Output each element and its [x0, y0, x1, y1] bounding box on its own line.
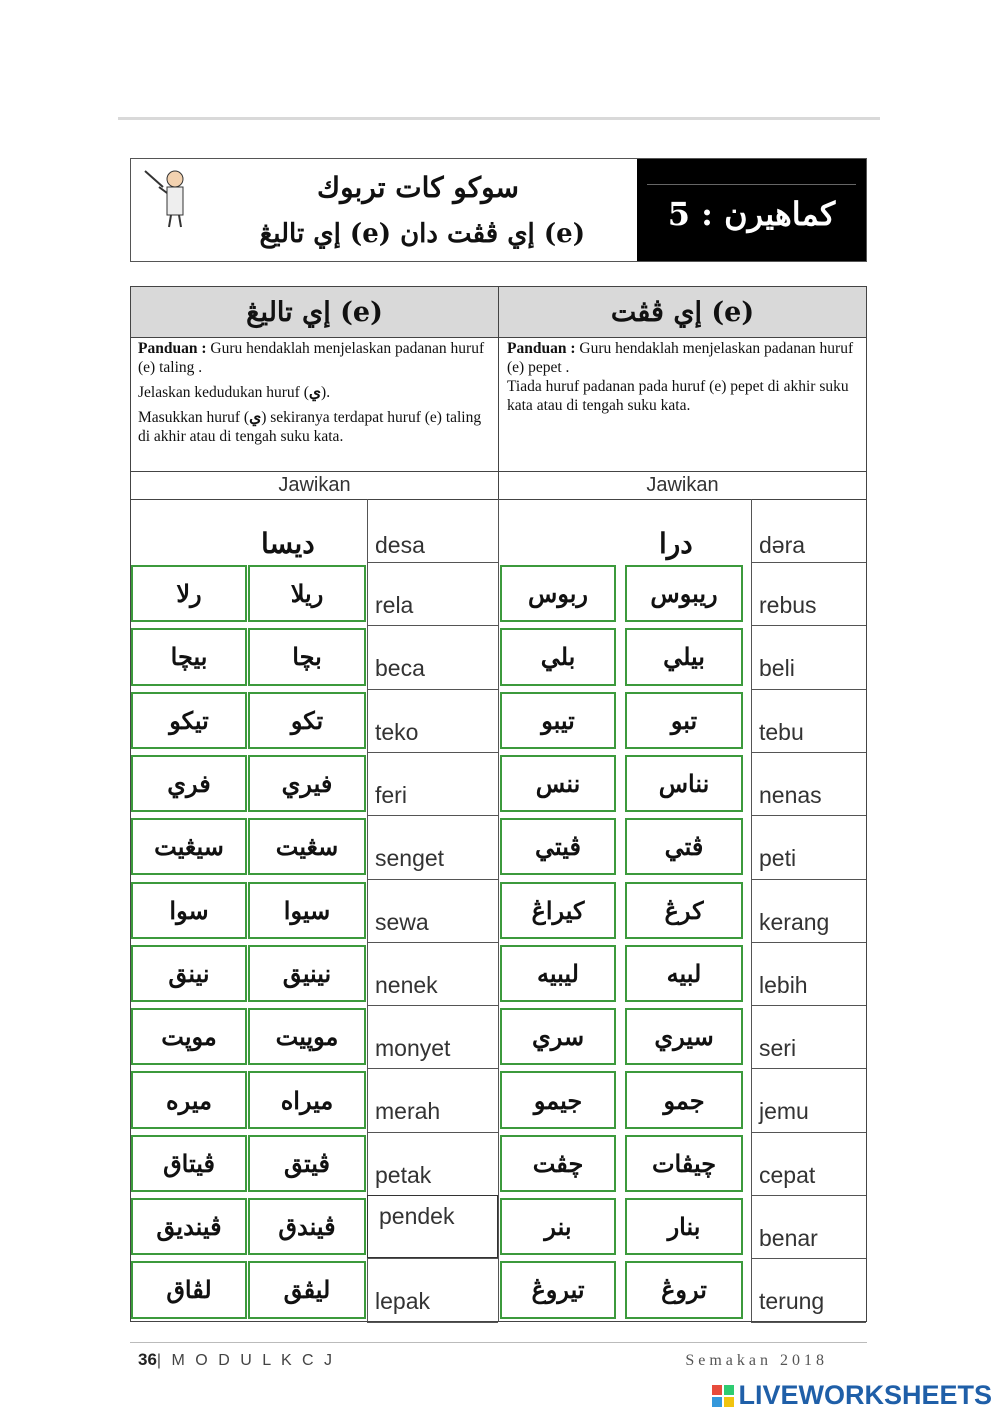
right-rumi-word-2: beli — [759, 655, 795, 682]
left-rumi-word-4: feri — [375, 781, 407, 808]
right-row-rule-2 — [751, 689, 866, 690]
left-option-a-6[interactable]: سوا — [131, 882, 247, 939]
left-rumi-word-11: pendek — [379, 1203, 455, 1229]
right-example-jawi: درا — [659, 527, 693, 560]
right-option-a-4[interactable]: ننس — [500, 755, 616, 812]
left-option-b-3[interactable]: تكو — [248, 692, 366, 749]
right-rumi-word-10: cepat — [759, 1161, 816, 1188]
left-example-rumi: desa — [375, 532, 425, 558]
left-option-b-7[interactable]: نينيق — [248, 945, 366, 1002]
footer-revision: Semakan 2018 — [685, 1352, 828, 1369]
guide-left — [138, 339, 494, 471]
right-option-b-12[interactable]: تروڠ — [625, 1261, 743, 1318]
left-option-b-9[interactable]: ميراه — [248, 1071, 366, 1128]
left-option-a-7[interactable]: نينق — [131, 945, 247, 1002]
right-option-a-6[interactable]: كيراڠ — [500, 882, 616, 939]
answer-grid — [131, 499, 866, 1321]
left-option-b-12[interactable]: ليڤق — [248, 1261, 366, 1318]
right-example-rule — [751, 562, 866, 563]
guide-left-p1: Guru hendaklah menjelaskan padanan huruf (e) taling . — [138, 340, 485, 376]
left-option-b-4[interactable]: فيري — [248, 755, 366, 812]
right-option-a-1[interactable]: ربوس — [500, 565, 616, 622]
left-option-b-2[interactable]: بچا — [248, 628, 366, 685]
right-row-rule-6 — [751, 942, 866, 943]
teacher-mascot-icon — [139, 165, 199, 229]
left-row-rule-8 — [367, 1068, 498, 1069]
left-rumi-word-3: teko — [375, 718, 419, 745]
left-row-rule-6 — [367, 942, 498, 943]
right-option-a-3[interactable]: تيبو — [500, 692, 616, 749]
right-option-b-1[interactable]: ريبوس — [625, 565, 743, 622]
brand-name: LIVEWORKSHEETS — [738, 1380, 992, 1410]
left-row-rule-12 — [367, 1322, 498, 1323]
right-row-rule-8 — [751, 1068, 866, 1069]
right-option-a-2[interactable]: بلي — [500, 628, 616, 685]
left-option-b-5[interactable]: سڠيت — [248, 818, 366, 875]
left-option-b-11[interactable]: ڤيندق — [248, 1198, 366, 1255]
guide-right — [507, 339, 861, 471]
left-option-a-9[interactable]: ميره — [131, 1071, 247, 1128]
title-banner — [130, 158, 867, 262]
module-name: | M O D U L K C J — [156, 1352, 336, 1369]
right-row-rule-5 — [751, 879, 866, 880]
lesson-badge — [637, 159, 866, 261]
right-option-a-5[interactable]: ڤيتي — [500, 818, 616, 875]
right-option-b-5[interactable]: ڤتي — [625, 818, 743, 875]
right-option-b-9[interactable]: جمو — [625, 1071, 743, 1128]
guide-right-p2: Tiada huruf padanan pada huruf (e) pepet di akhir suku kata atau di tengah suku kata. — [507, 378, 849, 414]
guide-right-p1: Guru hendaklah menjelaskan padanan huruf (e) pepet . — [507, 340, 854, 376]
banner-title-line2: (e) إي ڤڤت دان (e) إي تاليڠ — [259, 219, 585, 249]
header-e-pepet: (e) إي ڤڤت — [610, 296, 755, 328]
left-option-a-10[interactable]: ڤيتاق — [131, 1135, 247, 1192]
guide-left-p3b: ) sekiranya terdapat huruf (e) taling di akhir atau di tengah suku kata. — [138, 409, 482, 445]
right-row-rule-4 — [751, 815, 866, 816]
right-rumi-word-6: kerang — [759, 908, 830, 935]
left-rumi-word-7: nenek — [375, 971, 438, 998]
left-option-a-8[interactable]: موڽت — [131, 1008, 247, 1065]
top-divider — [118, 117, 880, 120]
left-rumi-word-8: monyet — [375, 1035, 451, 1062]
left-row-rule-7 — [367, 1005, 498, 1006]
pendek-answer-box[interactable] — [367, 1195, 498, 1258]
right-row-rule-7 — [751, 1005, 866, 1006]
right-option-b-7[interactable]: لبيه — [625, 945, 743, 1002]
left-option-b-8[interactable]: موڽيت — [248, 1008, 366, 1065]
left-option-a-5[interactable]: سيڠيت — [131, 818, 247, 875]
right-rumi-word-7: lebih — [759, 971, 808, 998]
right-option-a-10[interactable]: چڤت — [500, 1135, 616, 1192]
right-example-rumi: dǝra — [759, 532, 806, 558]
lesson-label: كماهيرن : 5 — [667, 195, 836, 233]
left-rumi-word-2: beca — [375, 655, 425, 682]
right-option-a-8[interactable]: سري — [500, 1008, 616, 1065]
footer-module — [138, 1350, 335, 1370]
left-row-rule-11 — [367, 1258, 498, 1259]
right-rumi-word-11: benar — [759, 1225, 818, 1251]
right-option-b-8[interactable]: سيري — [625, 1008, 743, 1065]
left-option-a-3[interactable]: تيكو — [131, 692, 247, 749]
guide-right-label: Panduan : — [507, 340, 576, 357]
right-row-rule-11 — [751, 1258, 866, 1259]
right-rumi-word-1: rebus — [759, 592, 817, 618]
guide-left-p3a: Masukkan huruf ( — [138, 409, 250, 426]
right-word-column-divider — [751, 499, 752, 1321]
right-row-rule-1 — [751, 625, 866, 626]
left-rumi-word-9: merah — [375, 1098, 441, 1125]
jawikan-right: Jawikan — [499, 471, 866, 500]
guide-left-p2a: Jelaskan kedudukan huruf ( — [138, 384, 309, 401]
left-row-rule-2 — [367, 689, 498, 690]
right-option-a-7[interactable]: ليبيه — [500, 945, 616, 1002]
left-rumi-word-10: petak — [375, 1161, 432, 1188]
grid-center-divider — [498, 499, 499, 1321]
banner-title-area — [131, 159, 637, 261]
footer-rule — [130, 1342, 867, 1343]
left-option-b-10[interactable]: ڤيتق — [248, 1135, 366, 1192]
left-option-b-6[interactable]: سيوا — [248, 882, 366, 939]
right-rumi-word-3: tebu — [759, 718, 804, 745]
brand-logo — [712, 1380, 992, 1411]
right-rumi-word-4: nenas — [759, 781, 822, 808]
right-row-rule-10 — [751, 1195, 866, 1196]
left-rumi-word-12: lepak — [375, 1288, 430, 1315]
banner-title-line1: سوكو كات تربوك — [316, 171, 519, 204]
left-option-a-4[interactable]: فري — [131, 755, 247, 812]
right-option-b-11[interactable]: بنار — [625, 1198, 743, 1255]
column-divider — [498, 287, 499, 499]
guide-left-label: Panduan : — [138, 340, 207, 357]
guide-left-p2-ya: ي — [308, 384, 322, 401]
right-option-b-3[interactable]: تبو — [625, 692, 743, 749]
left-row-rule-1 — [367, 625, 498, 626]
left-row-rule-5 — [367, 879, 498, 880]
left-option-a-11[interactable]: ڤينديق — [131, 1198, 247, 1255]
left-rumi-word-6: sewa — [375, 908, 429, 935]
left-rumi-word-5: senget — [375, 845, 445, 872]
jawikan-left: Jawikan — [131, 471, 498, 500]
left-rumi-word-1: rela — [375, 592, 414, 618]
left-option-a-1[interactable]: رلا — [131, 565, 247, 622]
right-option-b-10[interactable]: چيڤات — [625, 1135, 743, 1192]
guide-left-p3-ya: ي — [249, 409, 262, 426]
left-option-b-1[interactable]: ريلا — [248, 565, 366, 622]
right-row-rule-12 — [751, 1322, 866, 1323]
right-option-b-2[interactable]: بيلي — [625, 628, 743, 685]
right-option-a-11[interactable]: بنر — [500, 1198, 616, 1255]
right-rumi-word-5: peti — [759, 845, 797, 872]
right-rumi-word-12: terung — [759, 1288, 825, 1315]
left-example-rule — [367, 562, 498, 563]
worksheet-table — [130, 286, 867, 1322]
page-number: 36 — [138, 1350, 157, 1369]
guide-left-p2b: ). — [321, 384, 331, 401]
right-option-b-4[interactable]: نناس — [625, 755, 743, 812]
right-option-a-9[interactable]: جيمو — [500, 1071, 616, 1128]
right-row-rule-9 — [751, 1132, 866, 1133]
header-e-taling: (e) إي تاليڠ — [246, 296, 383, 328]
left-option-a-12[interactable]: لڤاق — [131, 1261, 247, 1318]
left-row-rule-4 — [367, 815, 498, 816]
brand-grid-icon — [712, 1385, 734, 1407]
left-row-rule-9 — [367, 1132, 498, 1133]
right-row-rule-3 — [751, 752, 866, 753]
left-row-rule-3 — [367, 752, 498, 753]
left-option-a-2[interactable]: بيچا — [131, 628, 247, 685]
right-option-a-12[interactable]: تيروڠ — [500, 1261, 616, 1318]
right-rumi-word-9: jemu — [759, 1098, 809, 1125]
right-rumi-word-8: seri — [759, 1035, 797, 1062]
badge-rule — [647, 184, 856, 185]
left-example-jawi: ديسا — [261, 527, 315, 560]
right-option-b-6[interactable]: كرڠ — [625, 882, 743, 939]
